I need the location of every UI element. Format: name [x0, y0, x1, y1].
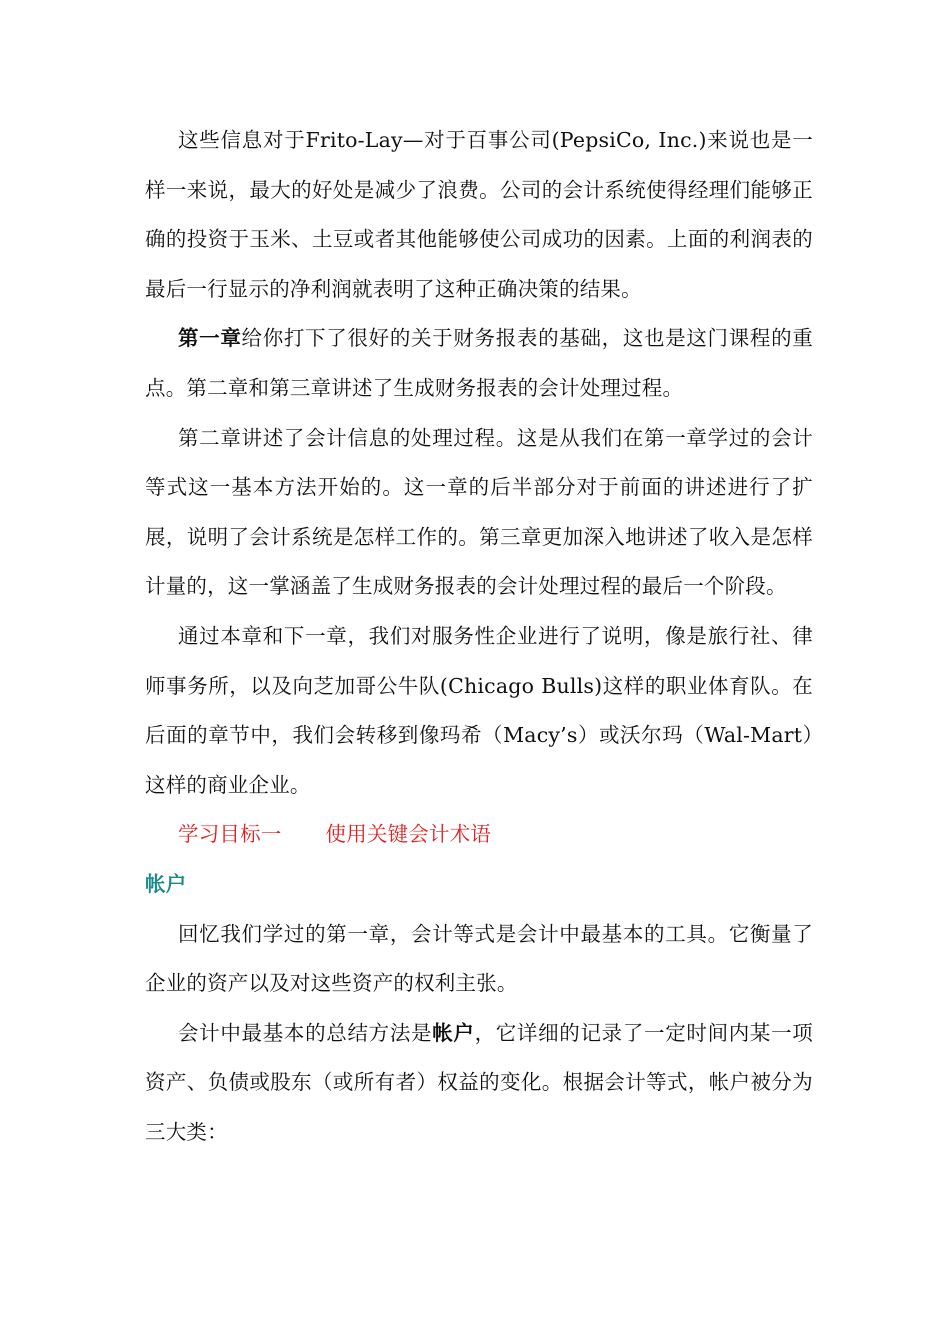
paragraph-service-business: 通过本章和下一章，我们对服务性企业进行了说明，像是旅行社、律师事务所，以及向芝加哥公牛队(Chicago Bulls)这样的职业体育队。在后面的章节中，我们会转移到像玛希（Macy’s）或沃尔玛（Wal-Mart）这样的商业企业。	[145, 623, 813, 797]
paragraph-frito-lay: 这些信息对于Frito-Lay—对于百事公司(PepsiCo, Inc.)来说也是一样一来说，最大的好处是减少了浪费。公司的会计系统使得经理们能够正确的投资于玉米、土豆或者其他能够使公司成功的因素。上面的利润表的最后一行显示的净利润就表明了这种正确决策的结果。	[145, 128, 813, 301]
objective-label: 学习目标一	[178, 822, 282, 847]
paragraph-chapter-two: 第二章讲述了会计信息的处理过程。这是从我们在第一章学过的会计等式这一基本方法开始的。这一章的后半部分对于前面的讲述进行了扩展，说明了会计系统是怎样工作的。第三章更加深入地讲述了收入是怎样计量的，这一掌涵盖了生成财务报表的会计处理过程的最后一个阶段。	[145, 425, 813, 599]
paragraph-accounting-equation: 回忆我们学过的第一章，会计等式是会计中最基本的工具。它衡量了企业的资产以及对这些资产的权利主张。	[145, 921, 813, 996]
learning-objective	[145, 810, 813, 860]
account-def-prefix: 会计中最基本的总结方法是	[178, 1020, 433, 1045]
account-def-text: ，它详细的记录了一定时间内某一项资产、负债或股东（或所有者）权益的变化。根据会计等式，帐户被分为三大类：	[145, 1020, 813, 1144]
account-term: 帐户	[432, 1020, 475, 1045]
chapter-one-text: 给你打下了很好的关于财务报表的基础，这也是这门课程的重点。第二章和第三章讲述了生成财务报表的会计处理过程。	[145, 326, 813, 400]
document-body	[145, 116, 813, 1157]
section-heading-accounts: 帐户	[145, 871, 187, 896]
objective-title: 使用关键会计术语	[325, 822, 492, 847]
paragraph-chapter-one	[145, 314, 813, 413]
paragraph-account-definition	[145, 1009, 813, 1158]
chapter-one-term: 第一章	[178, 326, 242, 351]
